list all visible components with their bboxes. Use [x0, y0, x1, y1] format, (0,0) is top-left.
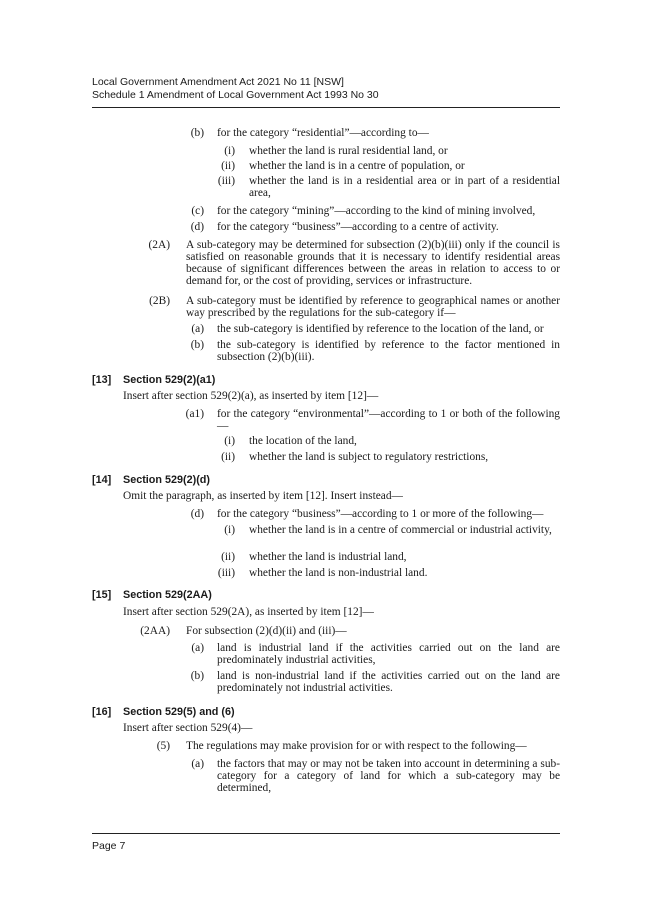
running-header-title: Local Government Amendment Act 2021 No 11 [NSW] [92, 76, 344, 88]
subsection-2b-para-b-text: the sub-category is identified by reference to the factor mentioned in subsection (2)(b)(iii). [217, 339, 560, 363]
subsection-2b-para-a-label: (a) [191, 323, 204, 335]
subpara-i-text: whether the land is rural residential land, or [249, 145, 448, 157]
para-b-label: (b) [190, 127, 204, 139]
item-16-heading: Section 529(5) and (6) [123, 706, 235, 718]
item-15-subsection-2aa-label: (2AA) [140, 625, 170, 637]
subsection-2b-text: A sub-category must be identified by reference to geographical names or another way prescribed by the regulations for the sub-category if— [186, 295, 560, 319]
item-13-subpara-ii-text: whether the land is subject to regulatory restrictions, [249, 451, 489, 463]
item-14-subpara-i-text: whether the land is in a centre of commercial or industrial activity, [249, 524, 552, 536]
item-16-number: [16] [92, 706, 112, 718]
para-c-label: (c) [191, 205, 204, 217]
item-13-subpara-i-label: (i) [224, 435, 235, 447]
item-13-number: [13] [92, 374, 112, 386]
item-16-para-a-label: (a) [191, 758, 204, 770]
item-14-heading: Section 529(2)(d) [123, 474, 210, 486]
item-16-instruction: Insert after section 529(4)— [123, 722, 253, 734]
item-15-instruction: Insert after section 529(2A), as inserted by item [12]— [123, 606, 374, 618]
item-13-heading: Section 529(2)(a1) [123, 374, 216, 386]
item-13-instruction: Insert after section 529(2)(a), as inserted by item [12]— [123, 390, 379, 402]
page-number: Page 7 [92, 840, 126, 852]
item-15-subsection-2aa-text: For subsection (2)(d)(ii) and (iii)— [186, 625, 347, 637]
subpara-iii-text: whether the land is in a residential area or in part of a residential area, [249, 175, 560, 199]
running-header-schedule: Schedule 1 Amendment of Local Government Act 1993 No 30 [92, 89, 379, 101]
item-14-para-d-text: for the category “business”—according to 1 or more of the following— [217, 508, 544, 520]
subpara-ii-text: whether the land is in a centre of population, or [249, 160, 465, 172]
item-15-para-b-text: land is non-industrial land if the activities carried out on the land are predominately not industrial activities. [217, 670, 560, 694]
item-13-para-a1-label: (a1) [185, 408, 204, 420]
item-16-subsection-5-label: (5) [156, 740, 170, 752]
para-b-text: for the category “residential”—according to— [217, 127, 429, 139]
item-13-para-a1-text: for the category “environmental”—according to 1 or both of the following— [217, 408, 560, 432]
item-15-para-b-label: (b) [190, 670, 204, 682]
item-15-heading: Section 529(2AA) [123, 589, 212, 601]
para-c-text: for the category “mining”—according to the kind of mining involved, [217, 205, 536, 217]
para-d-text: for the category “business”—according to a centre of activity. [217, 221, 499, 233]
item-14-instruction: Omit the paragraph, as inserted by item [12]. Insert instead— [123, 490, 403, 502]
subsection-2b-label: (2B) [149, 295, 170, 307]
subpara-iii-label: (iii) [217, 175, 235, 187]
item-16-subsection-5-text: The regulations may make provision for or with respect to the following— [186, 740, 527, 752]
item-13-subpara-ii-label: (ii) [221, 451, 235, 463]
item-14-subpara-iii-label: (iii) [217, 567, 235, 579]
subsection-2b-para-b-label: (b) [190, 339, 204, 351]
item-14-para-d-label: (d) [190, 508, 204, 520]
item-14-number: [14] [92, 474, 112, 486]
item-15-para-a-text: land is industrial land if the activities carried out on the land are predominately industrial activities, [217, 642, 560, 666]
item-15-para-a-label: (a) [191, 642, 204, 654]
item-14-subpara-iii-text: whether the land is non-industrial land. [249, 567, 428, 579]
footer-rule [92, 833, 560, 834]
item-16-para-a-text: the factors that may or may not be taken into account in determining a sub-category for a category of land for which a sub-category may be determined, [217, 758, 560, 794]
subpara-ii-label: (ii) [221, 160, 235, 172]
header-rule [92, 107, 560, 108]
subsection-2b-para-a-text: the sub-category is identified by reference to the location of the land, or [217, 323, 544, 335]
subsection-2a-text: A sub-category may be determined for subsection (2)(b)(iii) only if the council is satisfied on reasonable grounds that it is necessary to identify residential areas because of significant differences between the areas in relation to access to or demand for, or the cost of providing, services or infrastructure. [186, 239, 560, 287]
para-d-label: (d) [190, 221, 204, 233]
item-15-number: [15] [92, 589, 112, 601]
item-14-subpara-i-label: (i) [224, 524, 235, 536]
subsection-2a-label: (2A) [148, 239, 170, 251]
subpara-i-label: (i) [224, 145, 235, 157]
item-14-subpara-ii-label: (ii) [221, 551, 235, 563]
item-14-subpara-ii-text: whether the land is industrial land, [249, 551, 407, 563]
item-13-subpara-i-text: the location of the land, [249, 435, 357, 447]
